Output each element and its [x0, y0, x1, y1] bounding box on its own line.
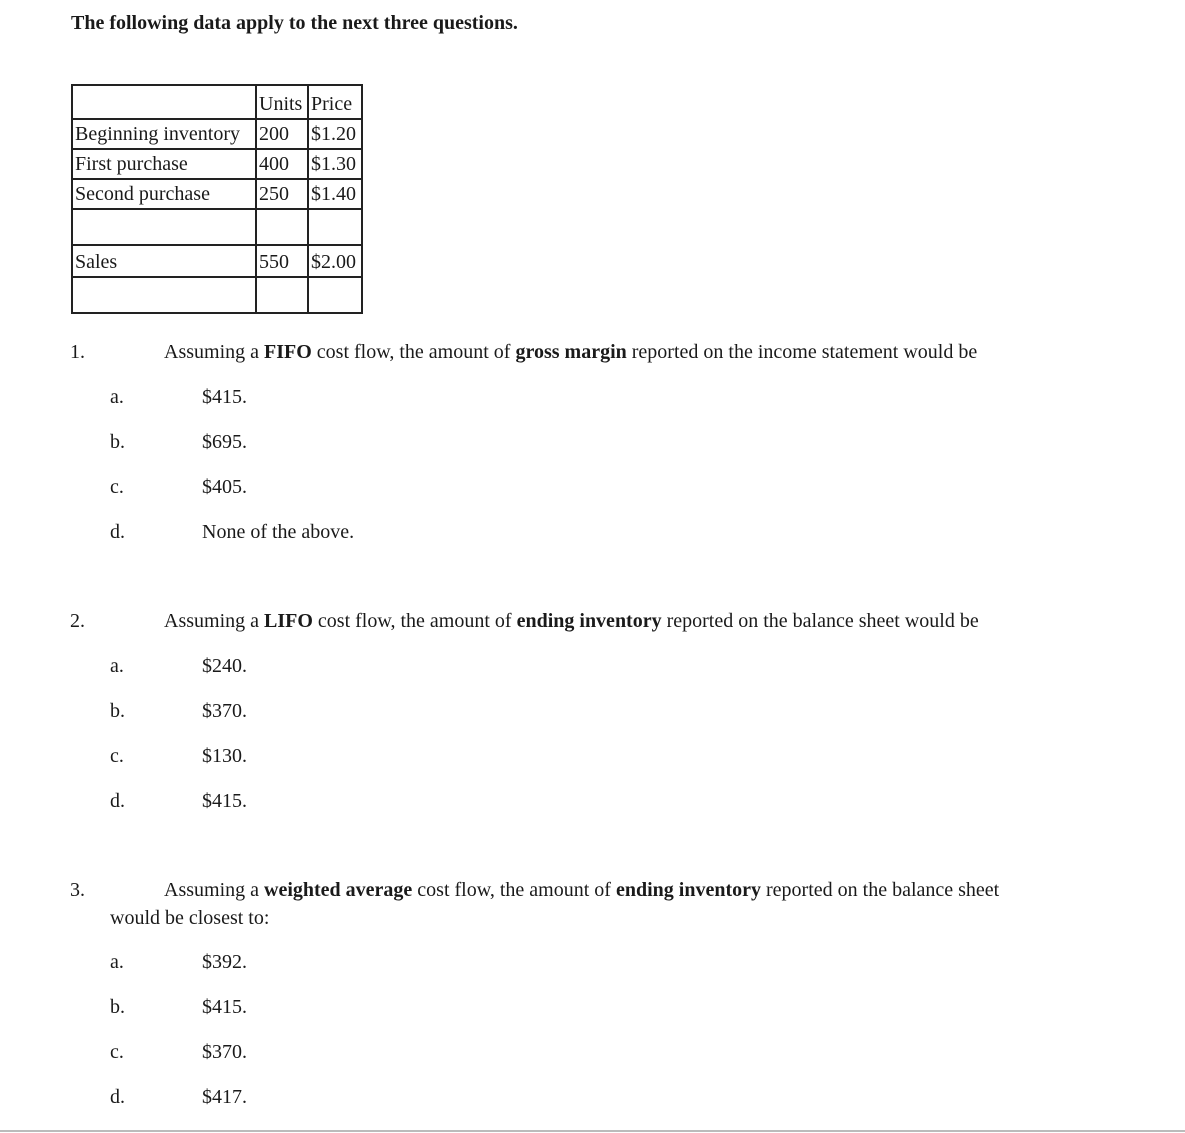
row-label-cell: First purchase	[72, 149, 256, 179]
stem-text: Assuming a	[164, 341, 264, 363]
option-value: $240.	[202, 655, 247, 677]
option-value: $370.	[202, 700, 247, 722]
stem-text: cost flow, the amount of	[412, 879, 616, 901]
answer-option	[0, 790, 600, 816]
stem-text: cost flow, the amount of	[312, 610, 517, 632]
option-letter: a.	[110, 386, 124, 408]
row-label-cell: Beginning inventory	[72, 119, 256, 149]
stem-text: cost flow, the amount of	[311, 341, 516, 363]
answer-option	[0, 745, 600, 771]
stem-text: Assuming a	[164, 610, 264, 632]
answer-option	[0, 386, 600, 412]
option-letter: c.	[110, 745, 124, 767]
empty-cell	[256, 277, 308, 313]
row-price-cell: $1.30	[308, 149, 362, 179]
option-letter: a.	[110, 951, 124, 973]
stem-bold-term: gross margin	[515, 341, 627, 363]
table-sales-row	[72, 245, 362, 277]
stem-text: Assuming a	[164, 879, 264, 901]
stem-bold-term: LIFO	[264, 610, 313, 632]
intro-heading: The following data apply to the next three questions.	[71, 12, 518, 34]
option-value: $370.	[202, 1041, 247, 1063]
empty-cell	[72, 209, 256, 245]
header-units-cell: Units	[256, 85, 308, 119]
empty-cell	[256, 209, 308, 245]
question-number: 2.	[70, 610, 85, 632]
stem-bold-term: weighted average	[264, 879, 413, 901]
option-value: $415.	[202, 996, 247, 1018]
option-letter: b.	[110, 431, 125, 453]
question-stem	[164, 341, 977, 364]
question-number: 1.	[70, 341, 85, 363]
table-header-row	[72, 85, 362, 119]
question-number: 3.	[70, 879, 85, 901]
header-label-cell	[72, 85, 256, 119]
question-stem	[164, 610, 979, 633]
row-units-cell: 200	[256, 119, 308, 149]
empty-cell	[72, 277, 256, 313]
header-price-cell: Price	[308, 85, 362, 119]
table-empty-row	[72, 209, 362, 245]
answer-option	[0, 1041, 600, 1067]
option-value: $415.	[202, 790, 247, 812]
option-letter: a.	[110, 655, 124, 677]
option-letter: b.	[110, 996, 125, 1018]
option-letter: b.	[110, 700, 125, 722]
option-letter: c.	[110, 476, 124, 498]
option-value: $695.	[202, 431, 247, 453]
option-letter: d.	[110, 521, 125, 543]
question-stem-continuation: would be closest to:	[110, 907, 270, 929]
option-value: $415.	[202, 386, 247, 408]
option-value: $417.	[202, 1086, 247, 1108]
stem-text: reported on the balance sheet would be	[661, 610, 979, 632]
option-value: None of the above.	[202, 521, 355, 543]
sales-label-cell: Sales	[72, 245, 256, 277]
answer-option	[0, 1086, 600, 1112]
row-price-cell: $1.40	[308, 179, 362, 209]
answer-option	[0, 996, 600, 1022]
question-stem	[164, 879, 999, 902]
stem-text: reported on the income statement would be	[626, 341, 978, 363]
option-letter: d.	[110, 1086, 125, 1108]
answer-option	[0, 431, 600, 457]
option-value: $405.	[202, 476, 247, 498]
option-letter: d.	[110, 790, 125, 812]
sales-price-cell: $2.00	[308, 245, 362, 277]
row-label-cell: Second purchase	[72, 179, 256, 209]
row-units-cell: 400	[256, 149, 308, 179]
stem-bold-term: FIFO	[264, 341, 312, 363]
answer-option	[0, 476, 600, 502]
page-bottom-divider	[0, 1130, 1185, 1132]
answer-option	[0, 655, 600, 681]
table-row	[72, 179, 362, 209]
option-value: $392.	[202, 951, 247, 973]
empty-cell	[308, 209, 362, 245]
stem-text: reported on the balance sheet	[761, 879, 1000, 901]
table-row	[72, 119, 362, 149]
row-price-cell: $1.20	[308, 119, 362, 149]
table-empty-row	[72, 277, 362, 313]
inventory-data-table	[71, 84, 363, 314]
row-units-cell: 250	[256, 179, 308, 209]
option-value: $130.	[202, 745, 247, 767]
table-row	[72, 149, 362, 179]
answer-option	[0, 521, 600, 547]
option-letter: c.	[110, 1041, 124, 1063]
stem-bold-term: ending inventory	[516, 610, 662, 632]
stem-bold-term: ending inventory	[615, 879, 761, 901]
empty-cell	[308, 277, 362, 313]
sales-units-cell: 550	[256, 245, 308, 277]
answer-option	[0, 700, 600, 726]
answer-option	[0, 951, 600, 977]
